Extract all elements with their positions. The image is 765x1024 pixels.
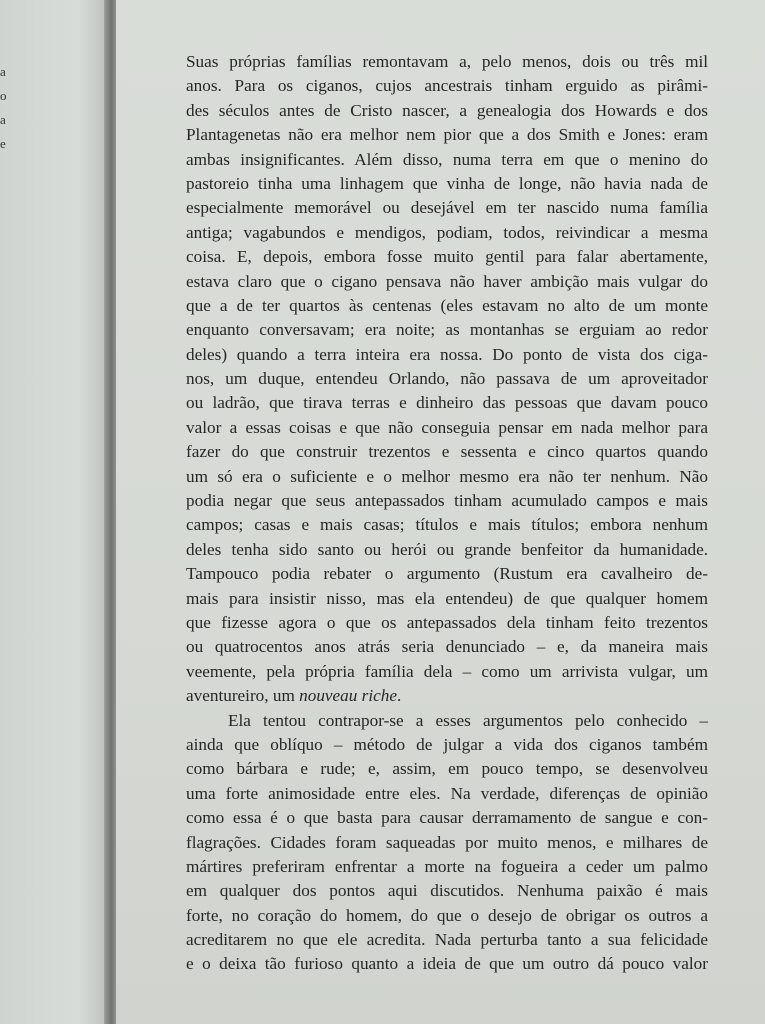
text-line: Plantagenetas não era melhor nem pior que a dos Smith e Jones: eram <box>186 125 708 145</box>
text-line: nos, um duque, entendeu Orlando, não passava de um aproveitador <box>186 369 708 389</box>
text-line: como essa é o que basta para causar derramamento de sangue e con- <box>186 808 708 828</box>
text-line: veemente, pela própria família dela – como um arrivista vulgar, um <box>186 661 708 681</box>
text-line: ou quatrocentos anos atrás seria denunciado – e, da maneira mais <box>186 637 708 657</box>
text-line: em qualquer dos pontos aqui discutidos. Nenhuma paixão é mais <box>186 881 708 901</box>
text-line: Suas próprias famílias remontavam a, pelo menos, dois ou três mil <box>186 52 708 71</box>
text-line: um só era o suficiente e o melhor mesmo era não ter nenhum. Não <box>186 466 708 486</box>
text-line: como bárbara e rude; e, assim, em pouco tempo, se desenvolveu <box>186 759 708 779</box>
text-line: estava claro que o cigano pensava não haver ambição mais vulgar do <box>186 271 708 291</box>
text-line: fazer do que construir trezentos e sessenta e cinco quartos quando <box>186 442 708 462</box>
text-line: ainda que oblíquo – método de julgar a vida dos ciganos também <box>186 734 708 754</box>
paragraph-2 <box>186 709 708 977</box>
paragraph-1-last-line <box>186 684 708 708</box>
text-line: flagrações. Cidades foram saqueadas por muito menos, e milhares de <box>186 832 708 852</box>
text-span: aventureiro, um <box>186 686 300 706</box>
text-line: especialmente memorável ou desejável em ter nascido numa família <box>186 198 708 218</box>
text-line: ambas insignificantes. Além disso, numa terra em que o menino do <box>186 149 708 169</box>
left-page <box>0 0 112 1024</box>
paragraph-1 <box>186 50 708 684</box>
right-page <box>116 0 765 1024</box>
text-line: campos; casas e mais casas; títulos e mais títulos; embora nenhum <box>186 515 708 535</box>
text-line: enquanto conversavam; era noite; as montanhas se erguiam ao redor <box>186 320 708 340</box>
edge-glyph: a <box>0 112 6 127</box>
text-line: valor a essas coisas e que não conseguia pensar em nada melhor para <box>186 417 708 437</box>
text-line: antiga; vagabundos e mendigos, podiam, todos, reivindicar a mesma <box>186 222 708 242</box>
text-line: mais para insistir nisso, mas ela entendeu) de que qualquer homem <box>186 588 708 608</box>
page-text <box>186 50 708 977</box>
text-line: uma forte animosidade entre eles. Na verdade, diferenças de opinião <box>186 783 708 803</box>
edge-glyph: a <box>0 64 6 79</box>
text-line: podia negar que seus antepassados tinham acumulado campos e mais <box>186 491 708 511</box>
text-line: forte, no coração do homem, do que o desejo de obrigar os outros a <box>186 905 708 925</box>
text-line: que fizesse agora o que os antepassados dela tinham feito trezentos <box>186 612 708 632</box>
text-line: mártires preferiram enfrentar a morte na fogueira a ceder um palmo <box>186 856 708 876</box>
text-line: deles) quando a terra inteira era nossa. Do ponto de vista dos ciga- <box>186 344 708 364</box>
edge-glyph: e <box>0 136 6 151</box>
text-span: . <box>396 686 402 706</box>
text-line: e o deixa tão furioso quanto a ideia de que um outro dá pouco valor <box>186 954 708 974</box>
text-line: coisa. E, depois, embora fosse muito gentil para falar abertamente, <box>186 247 708 267</box>
text-line: Tampouco podia rebater o argumento (Rustum era cavalheiro de- <box>186 564 708 584</box>
text-line: que a de ter quartos às centenas (eles estavam no alto de um monte <box>186 295 708 315</box>
text-line: anos. Para os ciganos, cujos ancestrais tinham erguido as pirâmi- <box>186 76 708 96</box>
text-line: Ela tentou contrapor-se a esses argumentos pelo conhecido – <box>228 710 708 730</box>
text-line: acreditarem no que ele acredita. Nada perturba tanto a sua felicidade <box>186 930 708 950</box>
text-line: pastoreio tinha uma linhagem que vinha de longe, não havia nada de <box>186 173 708 193</box>
text-line: des séculos antes de Cristo nascer, a genealogia dos Howards e dos <box>186 100 708 120</box>
text-line: ou ladrão, que tirava terras e dinheiro das pessoas que davam pouco <box>186 393 708 413</box>
left-page-edge-text <box>0 60 20 156</box>
text-line: deles tenha sido santo ou herói ou grande benfeitor da humanidade. <box>186 539 708 559</box>
italic-phrase: nouveau riche <box>299 686 397 706</box>
edge-glyph: o <box>0 88 7 103</box>
